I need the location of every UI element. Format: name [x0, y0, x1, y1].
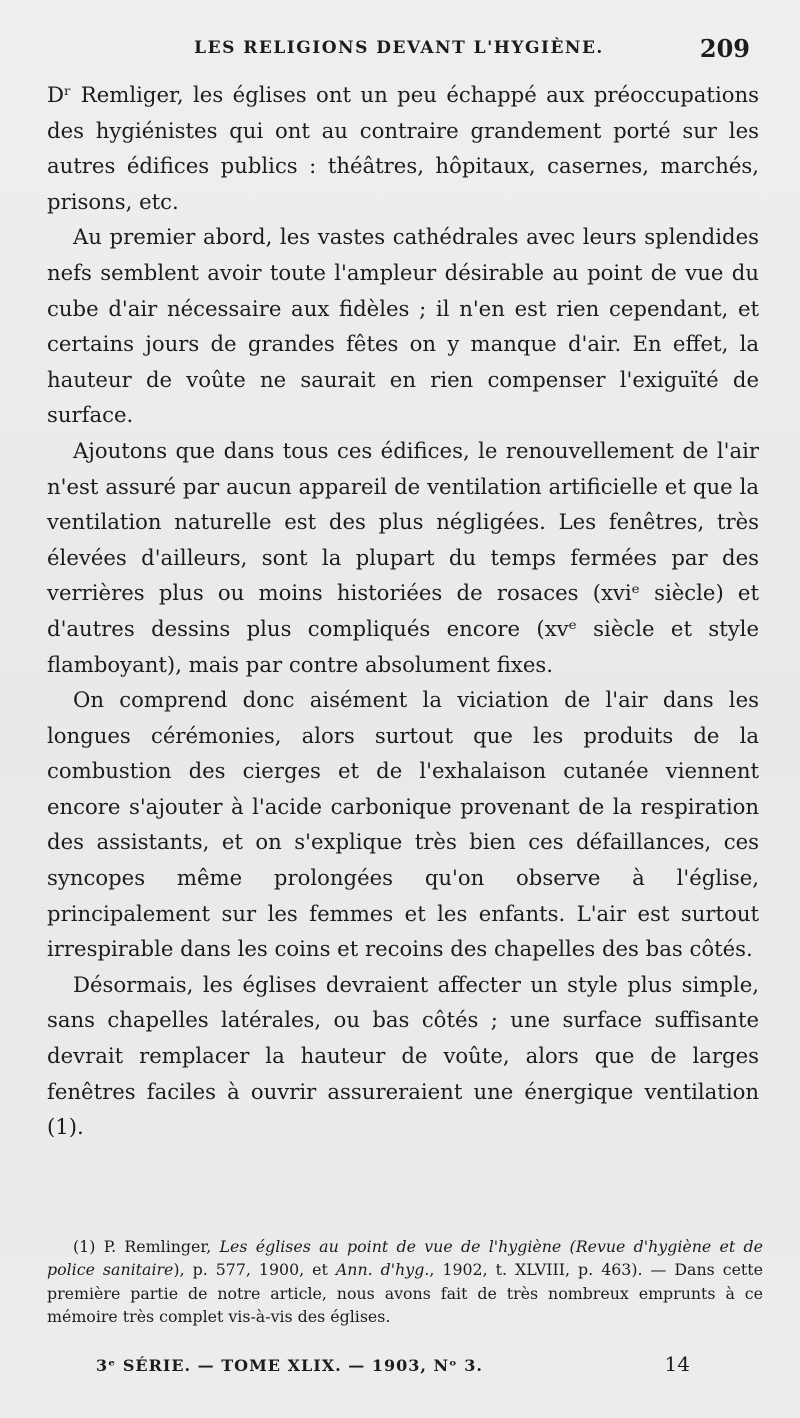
body-text: [47, 77, 759, 1145]
footnotes: [47, 1235, 763, 1329]
footnote-ref-1: ), p. 577, 1900, et: [173, 1260, 328, 1280]
footnote-ref-2: , 1902, t. XLVIII, p. 463). — Dans cette première partie de notre article, nous avons fait de très nombreux emprunts à ce mémoire très complet vis-à-vis des églises.: [47, 1260, 763, 1327]
page-header: [48, 34, 750, 66]
paragraph-2: Au premier abord, les vastes cathédrales avec leurs splendides nefs semblent avoir toute l'ampleur désirable au point de vue du cube d'air nécessaire aux fidèles ; il n'en est rien cependant, et certains jours de grandes fêtes on y manque d'air. En effet, la hauteur de voûte ne saurait en rien compenser l'exiguïté de surface.: [47, 224, 759, 428]
footnote-journal-2: Ann. d'hyg.: [335, 1260, 430, 1280]
footnote-journal: (Revue d'hygiène et de police sanitaire: [47, 1237, 763, 1280]
signature-mark: 14: [664, 1352, 690, 1376]
footnote-1: [47, 1235, 763, 1329]
paragraph-4: On comprend donc aisément la viciation de l'air dans les longues cérémonies, alors surtout que les produits de la combustion des cierges et de l'exhalaison cutanée viennent encore s'ajouter à l'acide carbonique provenant de la respiration des assistants, et on s'explique très bien ces défaillances, ces syncopes même prolongées qu'on observe à l'église, principalement sur les femmes et les enfants. L'air est surtout irrespirable dans les coins et recoins des chapelles des bas côtés.: [47, 687, 759, 962]
footnote-author: P. Remlinger,: [103, 1237, 212, 1256]
page-number: 209: [699, 34, 750, 63]
footnote-title: Les églises au point de vue de l'hygiène: [219, 1237, 562, 1256]
page-footer: [96, 1352, 690, 1386]
series-line: 3ᵉ SÉRIE. — TOME XLIX. — 1903, Nᵒ 3.: [96, 1356, 483, 1375]
paragraph-5: Désormais, les églises devraient affecter un style plus simple, sans chapelles latérales, ou bas côtés ; une surface suffisante devrait remplacer la hauteur de voûte, alors que de larges fenêtres faciles à ouvrir assureraient une énergique ventilation (1).: [47, 971, 759, 1140]
running-head: LES RELIGIONS DEVANT L'HYGIÈNE.: [194, 38, 604, 58]
paragraph-3: Ajoutons que dans tous ces édifices, le renouvellement de l'air n'est assuré par aucun appareil de ventilation artificielle et que la ventilation naturelle est des plus négligées. Les fenêtres, très élevées d'ailleurs, sont la plupart du temps fermées par des verrières plus ou moins historiées de rosaces (xviᵉ siècle) et d'autres dessins plus compliqués encore (xvᵉ siècle et style flamboyant), mais par contre absolument fixes.: [47, 437, 759, 677]
footnote-marker: (1): [73, 1237, 96, 1256]
paragraph-1: Dʳ Remliger, les églises ont un peu échappé aux préoccupations des hygiénistes qui ont au contraire grandement porté sur les autres édifices publics : théâtres, hôpitaux, casernes, marchés, prisons, etc.: [47, 82, 759, 214]
